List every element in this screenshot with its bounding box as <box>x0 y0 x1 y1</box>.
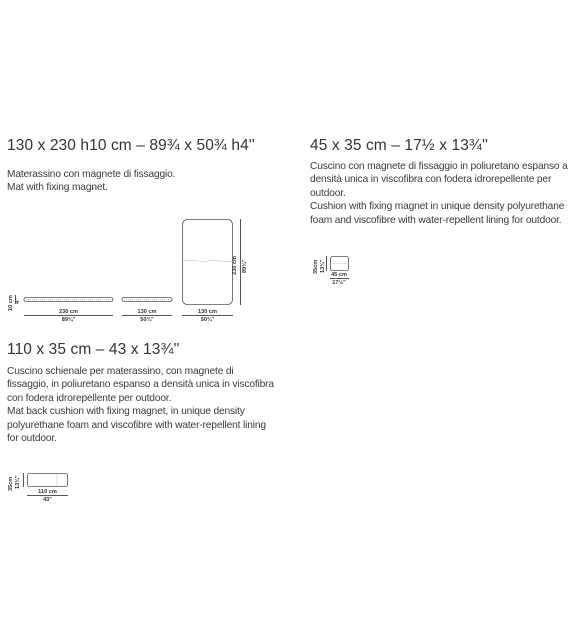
cushion-width-rule <box>330 278 349 279</box>
back-cushion-width-in: 43" <box>43 497 52 503</box>
back-cushion-drawing <box>27 473 69 489</box>
mattress-top-length-rule <box>240 219 241 305</box>
cushion-height-cm: 35cm <box>313 259 319 274</box>
back-cushion-description-it: Cuscino schienale per materassino, con magnete di fissaggio, in poliuretano espanso a densità unica in viscofibra con fodera idrorepellente per outdoor. <box>7 366 274 404</box>
mattress-side-view <box>24 296 114 304</box>
back-cushion-height-in: 13¾" <box>15 475 21 489</box>
mattress-front-width-cm: 130 cm <box>137 309 157 315</box>
back-cushion-description-en: Mat back cushion with fixing magnet, in unique density polyurethane foam and viscofibre with water-repellent lining for outdoor. <box>7 406 266 445</box>
mattress-top-length-in: 89¾" <box>242 259 248 273</box>
back-cushion-width-rule <box>27 495 68 496</box>
cushion-height-rule <box>326 256 327 271</box>
cushion-description-it: Cuscino con magnete di fissaggio in poliuretano espanso a densità unica in viscofibra con fodera idrorepellente per outdoor. <box>310 161 568 199</box>
cushion-heading: 45 x 35 cm – 17½ x 13¾'' <box>310 137 489 154</box>
mattress-description <box>7 168 277 195</box>
mattress-side-length-cm: 230 cm <box>59 309 78 315</box>
cushion-width-in: 17½" <box>332 280 346 286</box>
mattress-description-it: Materassino con magnete di fissaggio. <box>7 169 176 180</box>
back-cushion-height-rule <box>23 473 24 487</box>
mattress-front-view <box>122 296 174 304</box>
mattress-top-width-cm: 130 cm <box>198 309 217 315</box>
cushion-description <box>310 160 572 227</box>
cushion-description-en: Cushion with fixing magnet in unique density polyurethane foam and viscofibre with water-repellent lining for outdoor. <box>310 201 565 226</box>
back-cushion-width-cm: 110 cm <box>38 489 57 495</box>
mattress-top-length-cm: 230 cm <box>232 256 238 275</box>
back-cushion-heading: 110 x 35 cm – 43 x 13¾'' <box>7 341 180 358</box>
cushion-drawing <box>330 256 350 272</box>
mattress-heading: 130 x 230 h10 cm – 89¾ x 50¾ h4'' <box>7 137 255 154</box>
cushion-width-cm: 45 cm <box>331 272 347 278</box>
mattress-side-length-rule <box>24 315 113 316</box>
mattress-front-width-rule <box>122 315 172 316</box>
mattress-side-height-rule <box>15 295 16 304</box>
back-cushion-description <box>7 365 275 445</box>
mattress-side-height-cm: 10 cm <box>8 295 14 311</box>
mattress-side-length-in: 89¾" <box>61 317 76 323</box>
mattress-top-width-in: 50¾" <box>200 317 215 323</box>
back-cushion-height-cm: 35cm <box>8 476 14 491</box>
mattress-top-width-rule <box>182 315 233 316</box>
mattress-side-height-in: 4" <box>15 298 21 304</box>
mattress-description-en: Mat with fixing magnet. <box>7 182 108 194</box>
mattress-top-view <box>182 219 236 307</box>
cushion-height-in: 13¾" <box>320 259 326 273</box>
mattress-front-width-in: 50¾" <box>140 317 154 323</box>
